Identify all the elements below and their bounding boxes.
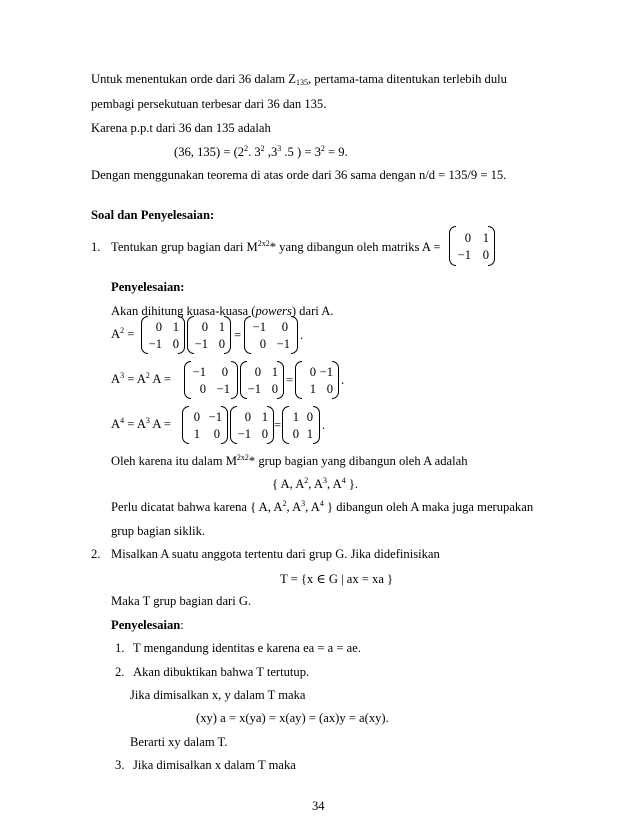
problem-2-number: 2.	[91, 547, 101, 561]
step-2-text: Akan dibuktikan bahwa T tertutup.	[133, 665, 310, 679]
matrix-a: 0 1 −1 0	[449, 226, 495, 266]
section-title: Soal dan Penyelesaian:	[91, 208, 215, 222]
eq-a2-matrix-result: −1 0 0 −1	[244, 316, 298, 354]
intro-line-1: Untuk menentukan orde dari 36 dalam $Z_{135}$, pertama-tama ditentukan terlebih dulu	[91, 72, 507, 87]
intro-line-3: Karena p.p.t dari 36 dan 135 adalah	[91, 121, 271, 135]
eq-a3-equals: =	[286, 373, 294, 387]
problem-1-statement: Tentukan grup bagian dari $M^{2x2}*$ yang dibangun oleh matriks A =	[111, 239, 441, 254]
eq-a4-matrix-2: 0 1 −1 0	[230, 406, 274, 444]
eq-a4-matrix-result: 1 0 0 1	[282, 406, 320, 444]
eq-a2-lhs: $A^2$ =	[111, 326, 135, 341]
problem-1-number: 1.	[91, 240, 101, 254]
intro-line-5: Dengan menggunakan teorema di atas orde dari 36 sama dengan n/d = 135/9 = 15.	[91, 168, 507, 182]
problem-1-solution-label: Penyelesaian:	[111, 280, 185, 294]
eq-a2-equals: =	[234, 328, 242, 342]
step-2-line-3: Berarti xy dalam T.	[130, 735, 228, 749]
eq-a3-lhs: $A^3 = A^2$ A =	[111, 371, 172, 386]
eq-a4-matrix-1: 0 −1 1 0	[182, 406, 228, 444]
eq-a2-matrix-2: 0 1 −1 0	[187, 316, 231, 354]
eq-a3-matrix-1: −1 0 0 −1	[184, 361, 238, 399]
page-number: 34	[312, 799, 325, 813]
eq-a2-period: .	[300, 328, 304, 342]
eq-a3-period: .	[341, 373, 345, 387]
step-2-number: 2.	[115, 665, 125, 679]
problem-1-generated-set: { A, $A^2$, $A^3$, $A^4$ }.	[272, 476, 359, 491]
eq-a4-period: .	[322, 418, 326, 432]
step-3-text: Jika dimisalkan x dalam T maka	[133, 758, 296, 772]
problem-2-solution-label: Penyelesaian:	[111, 618, 184, 632]
problem-2-claim: Maka T grup bagian dari G.	[111, 594, 252, 608]
eq-a4-lhs: $A^4 = A^3$ A =	[111, 416, 172, 431]
step-2-line-2: (xy) a = x(ya) = x(ay) = (ax)y = a(xy).	[196, 711, 389, 725]
problem-1-note-line-2: grup bagian siklik.	[111, 524, 206, 538]
eq-a3-matrix-2: 0 1 −1 0	[240, 361, 284, 399]
intro-line-2: pembagi persekutuan terbesar dari 36 dan 135.	[91, 97, 327, 111]
problem-2-statement: Misalkan A suatu anggota tertentu dari grup G. Jika didefinisikan	[111, 547, 440, 561]
problem-1-powers-intro: Akan dihitung kuasa-kuasa (powers) dari A.	[111, 304, 334, 318]
problem-2-set-definition: T = {x ∈ G | ax = xa }	[280, 572, 394, 586]
step-3-number: 3.	[115, 758, 125, 772]
step-1-number: 1.	[115, 641, 125, 655]
eq-a3-matrix-result: 0 −1 1 0	[295, 361, 339, 399]
problem-1-conclusion: Oleh karena itu dalam $M^{2x2}*$ grup bagian yang dibangun oleh A adalah	[111, 453, 468, 468]
eq-a2-matrix-1: 0 1 −1 0	[141, 316, 185, 354]
step-2-line-1: Jika dimisalkan x, y dalam T maka	[130, 688, 306, 702]
intro-gcd-equation: (36, $135) = (2^2$. $3^2$ $,3^3$ .5 ) = $3^2 = 9$.	[174, 144, 348, 159]
step-1-text: T mengandung identitas e karena ea = a = ae.	[133, 641, 361, 655]
problem-1-note-line-1: Perlu dicatat bahwa karena { A, $A^2$, $A^3$, $A^4$ } dibangun oleh A maka juga merupakan	[111, 499, 534, 514]
eq-a4-equals: =	[274, 418, 282, 432]
